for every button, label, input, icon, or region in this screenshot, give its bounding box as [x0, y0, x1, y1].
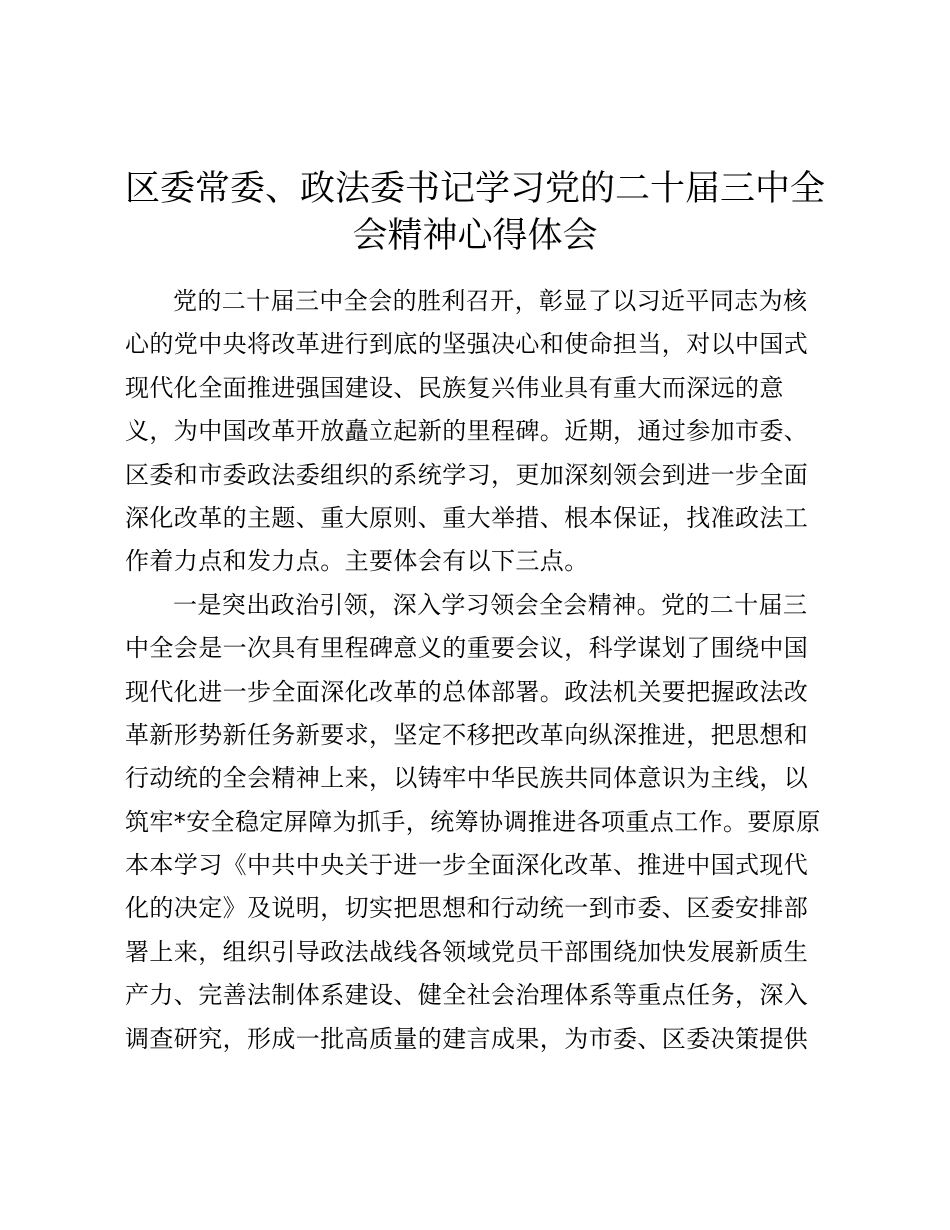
paragraph-line: 筑牢*安全稳定屏障为抓手，统筹协调推进各项重点工作。要原原 [125, 807, 821, 836]
paragraph-line: 署上来，组织引导政法战线各领域党员干部围绕加快发展新质生 [125, 937, 809, 966]
paragraph-line: 行动统的全会精神上来，以铸牢中华民族共同体意识为主线，以 [125, 764, 809, 793]
paragraph-line: 产力、完善法制体系建设、健全社会治理体系等重点任务，深入 [125, 981, 809, 1010]
title-line: 会精神心得体会 [352, 216, 598, 256]
paragraph-line: 本本学习《中共中央关于进一步全面深化改革、推进中国式现代 [125, 851, 809, 880]
paragraph-line: 深化改革的主题、重大原则、重大举措、根本保证，找准政法工 [125, 503, 809, 532]
paragraph-line: 调查研究，形成一批高质量的建言成果，为市委、区委决策提供 [125, 1024, 809, 1053]
title-line: 区委常委、政法委书记学习党的二十届三中全 [125, 169, 826, 209]
paragraph-line: 化的决定》及说明，切实把思想和行动统一到市委、区委安排部 [125, 894, 809, 923]
paragraph-2 [125, 584, 830, 1061]
paragraph-line: 现代化全面推进强国建设、民族复兴伟业具有重大而深远的意 [125, 373, 784, 402]
paragraph-line: 一是突出政治引领，深入学习领会全会精神。党的二十届三 [173, 590, 808, 619]
paragraph-line: 心的党中央将改革进行到底的坚强决心和使命担当，对以中国式 [125, 330, 809, 359]
paragraph-line: 现代化进一步全面深化改革的总体部署。政法机关要把握政法改 [125, 677, 809, 706]
document-title [125, 166, 825, 260]
paragraph-line: 中全会是一次具有里程碑意义的重要会议，科学谋划了围绕中国 [125, 634, 809, 663]
paragraph-line: 区委和市委政法委组织的系统学习，更加深刻领会到进一步全面 [125, 460, 809, 489]
paragraph-1 [125, 280, 830, 584]
document-body [125, 280, 830, 1061]
paragraph-line: 作着力点和发力点。主要体会有以下三点。 [125, 547, 589, 576]
paragraph-line: 义，为中国改革开放矗立起新的里程碑。近期，通过参加市委、 [125, 417, 809, 446]
paragraph-line: 革新形势新任务新要求，坚定不移把改革向纵深推进，把思想和 [125, 720, 809, 749]
paragraph-line: 党的二十届三中全会的胜利召开，彰显了以习近平同志为核 [173, 287, 808, 315]
